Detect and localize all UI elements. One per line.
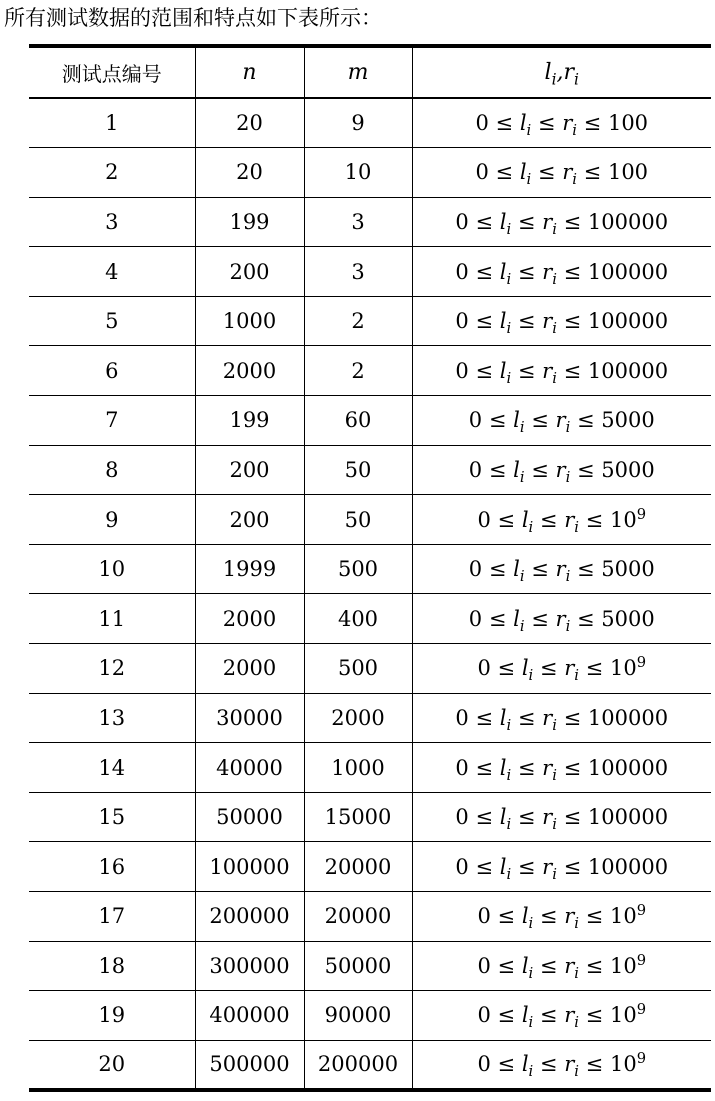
cell-m: 9 <box>304 98 412 148</box>
range-le-2: ≤ <box>537 111 556 136</box>
range-le-3: ≤ <box>585 507 604 532</box>
table-row <box>29 693 711 743</box>
header-range <box>412 46 711 98</box>
cell-test-id: 18 <box>29 941 195 991</box>
test-data-table <box>29 44 711 1092</box>
range-le-1: ≤ <box>497 904 516 929</box>
range-r-sub: i <box>552 865 557 883</box>
range-le-2: ≤ <box>531 457 549 482</box>
range-lower: 0 <box>455 805 469 830</box>
range-l: l <box>499 309 507 334</box>
range-upper: 100 <box>607 160 649 185</box>
range-le-1: ≤ <box>475 755 494 780</box>
range-upper: 5000 <box>601 408 655 433</box>
range-r: r <box>564 507 575 532</box>
cell-n: 2000 <box>195 644 304 694</box>
cell-test-id: 4 <box>29 247 195 297</box>
cell-m: 2000 <box>304 693 412 743</box>
range-l-sub: i <box>506 816 512 834</box>
range-r-sub: i <box>565 568 571 586</box>
cell-range <box>412 148 711 198</box>
cell-test-id: 3 <box>29 197 195 247</box>
cell-m: 500 <box>304 644 412 694</box>
cell-test-id: 6 <box>29 346 195 396</box>
range-r: r <box>542 705 553 730</box>
cell-m: 50 <box>304 445 412 495</box>
range-upper: 100 <box>607 111 649 136</box>
range-r: r <box>562 111 573 136</box>
range-le-1: ≤ <box>497 1003 516 1028</box>
header-range-l: l <box>544 60 552 85</box>
range-le-2: ≤ <box>539 507 558 532</box>
range-r-sub: i <box>552 320 557 338</box>
cell-range <box>412 941 711 991</box>
table-row <box>29 792 711 842</box>
range-l: l <box>499 755 507 780</box>
range-le-3: ≤ <box>563 705 582 730</box>
range-l: l <box>521 507 529 532</box>
range-le-1: ≤ <box>475 259 494 284</box>
header-range-r-sub: i <box>574 70 579 89</box>
range-le-2: ≤ <box>517 705 536 730</box>
range-upper: 10 <box>609 656 637 681</box>
cell-range <box>412 346 711 396</box>
cell-m: 50000 <box>304 941 412 991</box>
cell-test-id: 14 <box>29 743 195 793</box>
range-r-sub: i <box>574 518 579 536</box>
cell-test-id: 5 <box>29 296 195 346</box>
range-upper: 10 <box>609 953 637 978</box>
range-le-2: ≤ <box>539 656 558 681</box>
cell-n: 2000 <box>195 346 304 396</box>
cell-test-id: 13 <box>29 693 195 743</box>
range-l: l <box>499 805 507 830</box>
cell-test-id: 2 <box>29 148 195 198</box>
range-le-1: ≤ <box>488 408 507 433</box>
range-le-3: ≤ <box>583 111 602 136</box>
cell-test-id: 7 <box>29 396 195 446</box>
cell-range <box>412 544 711 594</box>
range-r-sub: i <box>552 717 557 735</box>
range-r-sub: i <box>574 965 579 983</box>
cell-test-id: 16 <box>29 842 195 892</box>
range-l-sub: i <box>519 419 525 437</box>
range-l: l <box>513 408 520 433</box>
range-le-1: ≤ <box>495 160 514 185</box>
range-l-sub: i <box>506 865 512 883</box>
cell-m: 90000 <box>304 991 412 1041</box>
range-lower: 0 <box>477 1052 491 1077</box>
cell-m: 15000 <box>304 792 412 842</box>
range-lower: 0 <box>455 854 469 879</box>
range-le-1: ≤ <box>495 111 514 136</box>
range-le-1: ≤ <box>475 358 494 383</box>
range-exponent: 9 <box>636 1001 647 1019</box>
range-r: r <box>562 160 573 185</box>
header-m: m <box>304 46 412 98</box>
table-row <box>29 148 711 198</box>
range-r: r <box>555 606 566 631</box>
cell-range <box>412 892 711 942</box>
range-r: r <box>542 259 553 284</box>
range-le-2: ≤ <box>517 358 536 383</box>
range-le-2: ≤ <box>517 755 536 780</box>
cell-n: 400000 <box>195 991 304 1041</box>
range-l: l <box>513 557 520 582</box>
range-r: r <box>542 358 553 383</box>
cell-test-id: 11 <box>29 594 195 644</box>
range-l: l <box>521 953 529 978</box>
range-le-2: ≤ <box>531 557 549 582</box>
cell-n: 1999 <box>195 544 304 594</box>
range-lower: 0 <box>477 656 491 681</box>
cell-test-id: 8 <box>29 445 195 495</box>
range-l-sub: i <box>526 122 532 140</box>
cell-m: 20000 <box>304 892 412 942</box>
range-lower: 0 <box>468 408 483 433</box>
range-le-1: ≤ <box>497 507 516 532</box>
intro-text: 所有测试数据的范围和特点如下表所示： <box>4 6 382 30</box>
header-n: n <box>195 46 304 98</box>
range-le-3: ≤ <box>585 904 604 929</box>
range-le-2: ≤ <box>517 259 536 284</box>
range-l: l <box>521 904 529 929</box>
range-le-3: ≤ <box>576 457 595 482</box>
range-lower: 0 <box>455 705 469 730</box>
cell-m: 3 <box>304 197 412 247</box>
cell-test-id: 19 <box>29 991 195 1041</box>
cell-range <box>412 743 711 793</box>
cell-m: 2 <box>304 346 412 396</box>
range-le-1: ≤ <box>475 805 494 830</box>
range-le-1: ≤ <box>475 854 494 879</box>
range-exponent: 9 <box>636 1050 647 1068</box>
range-le-1: ≤ <box>497 953 516 978</box>
table-body <box>29 98 711 1090</box>
cell-m: 3 <box>304 247 412 297</box>
range-r-sub: i <box>552 766 557 784</box>
cell-range <box>412 991 711 1041</box>
range-l-sub: i <box>519 568 525 586</box>
range-l-sub: i <box>528 965 534 983</box>
range-r-sub: i <box>574 1063 579 1081</box>
table-row <box>29 296 711 346</box>
range-le-2: ≤ <box>517 309 536 334</box>
cell-m: 500 <box>304 544 412 594</box>
cell-test-id: 10 <box>29 544 195 594</box>
cell-m: 60 <box>304 396 412 446</box>
range-lower: 0 <box>455 755 469 780</box>
cell-test-id: 12 <box>29 644 195 694</box>
range-le-2: ≤ <box>517 209 536 234</box>
range-le-3: ≤ <box>576 557 595 582</box>
range-r: r <box>542 309 553 334</box>
range-l-sub: i <box>506 270 512 288</box>
table-row <box>29 743 711 793</box>
range-l: l <box>521 1052 529 1077</box>
range-le-2: ≤ <box>539 1052 558 1077</box>
range-l: l <box>513 606 520 631</box>
cell-test-id: 17 <box>29 892 195 942</box>
range-lower: 0 <box>477 953 491 978</box>
table-row <box>29 197 711 247</box>
range-l: l <box>499 358 507 383</box>
range-l: l <box>499 209 507 234</box>
range-l-sub: i <box>526 171 532 189</box>
range-l-sub: i <box>506 717 512 735</box>
range-r: r <box>542 805 553 830</box>
range-r: r <box>555 457 566 482</box>
range-lower: 0 <box>477 1003 491 1028</box>
range-l: l <box>521 656 529 681</box>
range-r: r <box>564 656 575 681</box>
range-le-3: ≤ <box>563 805 582 830</box>
range-upper: 10 <box>609 1052 637 1077</box>
range-r: r <box>542 755 553 780</box>
table-row <box>29 892 711 942</box>
range-lower: 0 <box>475 160 489 185</box>
cell-range <box>412 495 711 545</box>
range-r: r <box>555 557 566 582</box>
range-upper: 100000 <box>587 705 669 730</box>
range-le-1: ≤ <box>497 1052 516 1077</box>
cell-m: 400 <box>304 594 412 644</box>
range-upper: 100000 <box>587 358 669 383</box>
range-le-2: ≤ <box>539 953 558 978</box>
range-l-sub: i <box>528 667 534 685</box>
cell-range <box>412 396 711 446</box>
table-row <box>29 842 711 892</box>
range-upper: 100000 <box>587 259 669 284</box>
range-le-3: ≤ <box>585 1003 604 1028</box>
cell-n: 20 <box>195 148 304 198</box>
cell-m: 200000 <box>304 1040 412 1090</box>
range-le-3: ≤ <box>563 309 582 334</box>
range-l: l <box>519 111 527 136</box>
cell-m: 10 <box>304 148 412 198</box>
range-le-1: ≤ <box>475 705 494 730</box>
range-lower: 0 <box>477 507 491 532</box>
range-le-1: ≤ <box>475 209 494 234</box>
table-row <box>29 941 711 991</box>
range-upper: 10 <box>609 507 637 532</box>
header-test-id: 测试点编号 <box>29 46 195 98</box>
range-r: r <box>564 953 575 978</box>
range-exponent: 9 <box>636 505 647 523</box>
range-le-1: ≤ <box>488 606 507 631</box>
cell-n: 20 <box>195 98 304 148</box>
cell-range <box>412 197 711 247</box>
range-r: r <box>564 1003 575 1028</box>
range-upper: 5000 <box>601 457 655 482</box>
cell-range <box>412 644 711 694</box>
header-range-sep: , <box>556 60 564 85</box>
range-r-sub: i <box>552 270 557 288</box>
cell-n: 40000 <box>195 743 304 793</box>
range-le-3: ≤ <box>585 1052 604 1077</box>
range-l: l <box>499 705 507 730</box>
range-l: l <box>521 1003 529 1028</box>
cell-n: 200 <box>195 445 304 495</box>
range-r-sub: i <box>565 617 571 635</box>
range-lower: 0 <box>468 457 483 482</box>
range-l: l <box>513 457 520 482</box>
range-r-sub: i <box>552 369 557 387</box>
cell-range <box>412 296 711 346</box>
range-upper: 10 <box>609 904 637 929</box>
header-range-r: r <box>563 60 575 85</box>
range-r-sub: i <box>565 419 571 437</box>
range-exponent: 9 <box>636 951 647 969</box>
cell-range <box>412 594 711 644</box>
range-l-sub: i <box>519 469 525 487</box>
table-row <box>29 396 711 446</box>
cell-range <box>412 842 711 892</box>
range-lower: 0 <box>475 111 489 136</box>
range-lower: 0 <box>468 557 483 582</box>
cell-n: 50000 <box>195 792 304 842</box>
cell-n: 199 <box>195 396 304 446</box>
range-le-3: ≤ <box>563 854 582 879</box>
cell-range <box>412 445 711 495</box>
range-upper: 10 <box>609 1003 637 1028</box>
range-l-sub: i <box>528 1063 534 1081</box>
range-exponent: 9 <box>636 902 647 920</box>
range-r: r <box>555 408 566 433</box>
range-l: l <box>519 160 527 185</box>
range-r: r <box>542 209 553 234</box>
range-r-sub: i <box>552 221 557 239</box>
range-r-sub: i <box>552 816 557 834</box>
range-le-1: ≤ <box>475 309 494 334</box>
range-r-sub: i <box>572 171 577 189</box>
range-upper: 100000 <box>587 755 669 780</box>
cell-test-id: 15 <box>29 792 195 842</box>
cell-m: 1000 <box>304 743 412 793</box>
cell-n: 500000 <box>195 1040 304 1090</box>
range-le-2: ≤ <box>539 904 558 929</box>
range-r-sub: i <box>574 1014 579 1032</box>
cell-n: 30000 <box>195 693 304 743</box>
cell-m: 20000 <box>304 842 412 892</box>
cell-test-id: 9 <box>29 495 195 545</box>
range-lower: 0 <box>468 606 483 631</box>
range-le-3: ≤ <box>563 755 582 780</box>
range-l: l <box>499 854 507 879</box>
range-le-2: ≤ <box>517 805 536 830</box>
range-le-2: ≤ <box>517 854 536 879</box>
range-upper: 100000 <box>587 209 669 234</box>
range-r-sub: i <box>574 915 579 933</box>
range-lower: 0 <box>455 358 469 383</box>
range-le-1: ≤ <box>488 557 507 582</box>
cell-range <box>412 98 711 148</box>
range-r: r <box>564 904 575 929</box>
cell-n: 200000 <box>195 892 304 942</box>
table-row <box>29 98 711 148</box>
range-l-sub: i <box>506 766 512 784</box>
header-range-l-sub: i <box>551 70 557 89</box>
range-le-1: ≤ <box>497 656 516 681</box>
range-le-2: ≤ <box>537 160 556 185</box>
cell-n: 200 <box>195 247 304 297</box>
cell-m: 2 <box>304 296 412 346</box>
cell-n: 300000 <box>195 941 304 991</box>
range-le-3: ≤ <box>563 358 582 383</box>
table-row <box>29 991 711 1041</box>
cell-n: 100000 <box>195 842 304 892</box>
range-le-3: ≤ <box>585 953 604 978</box>
range-upper: 100000 <box>587 805 669 830</box>
range-l-sub: i <box>528 915 534 933</box>
cell-n: 200 <box>195 495 304 545</box>
table-row <box>29 346 711 396</box>
range-upper: 100000 <box>587 854 669 879</box>
range-lower: 0 <box>455 309 469 334</box>
cell-n: 1000 <box>195 296 304 346</box>
range-le-3: ≤ <box>563 209 582 234</box>
table-row <box>29 495 711 545</box>
range-le-1: ≤ <box>488 457 507 482</box>
table-row <box>29 644 711 694</box>
table-row <box>29 544 711 594</box>
cell-n: 2000 <box>195 594 304 644</box>
range-upper: 100000 <box>587 309 669 334</box>
range-r-sub: i <box>572 122 577 140</box>
range-le-2: ≤ <box>539 1003 558 1028</box>
cell-range <box>412 247 711 297</box>
table-header-row <box>29 46 711 98</box>
range-le-2: ≤ <box>531 408 549 433</box>
range-r: r <box>564 1052 575 1077</box>
table-row <box>29 247 711 297</box>
range-lower: 0 <box>477 904 491 929</box>
range-r-sub: i <box>574 667 579 685</box>
cell-range <box>412 792 711 842</box>
range-r-sub: i <box>565 469 571 487</box>
range-l: l <box>499 259 507 284</box>
range-lower: 0 <box>455 209 469 234</box>
range-l-sub: i <box>506 320 512 338</box>
table-row <box>29 445 711 495</box>
cell-n: 199 <box>195 197 304 247</box>
table-row <box>29 1040 711 1090</box>
range-upper: 5000 <box>601 557 655 582</box>
cell-test-id: 1 <box>29 98 195 148</box>
range-l-sub: i <box>528 518 534 536</box>
range-l-sub: i <box>506 369 512 387</box>
table-row <box>29 594 711 644</box>
range-exponent: 9 <box>636 654 647 672</box>
range-le-3: ≤ <box>563 259 582 284</box>
range-le-3: ≤ <box>585 656 604 681</box>
range-r: r <box>542 854 553 879</box>
cell-m: 50 <box>304 495 412 545</box>
cell-range <box>412 1040 711 1090</box>
range-le-3: ≤ <box>576 408 595 433</box>
range-lower: 0 <box>455 259 469 284</box>
range-le-2: ≤ <box>531 606 549 631</box>
range-le-3: ≤ <box>583 160 602 185</box>
range-l-sub: i <box>506 221 512 239</box>
range-l-sub: i <box>519 617 525 635</box>
cell-range <box>412 693 711 743</box>
range-l-sub: i <box>528 1014 534 1032</box>
cell-test-id: 20 <box>29 1040 195 1090</box>
range-le-3: ≤ <box>576 606 595 631</box>
range-upper: 5000 <box>601 606 655 631</box>
